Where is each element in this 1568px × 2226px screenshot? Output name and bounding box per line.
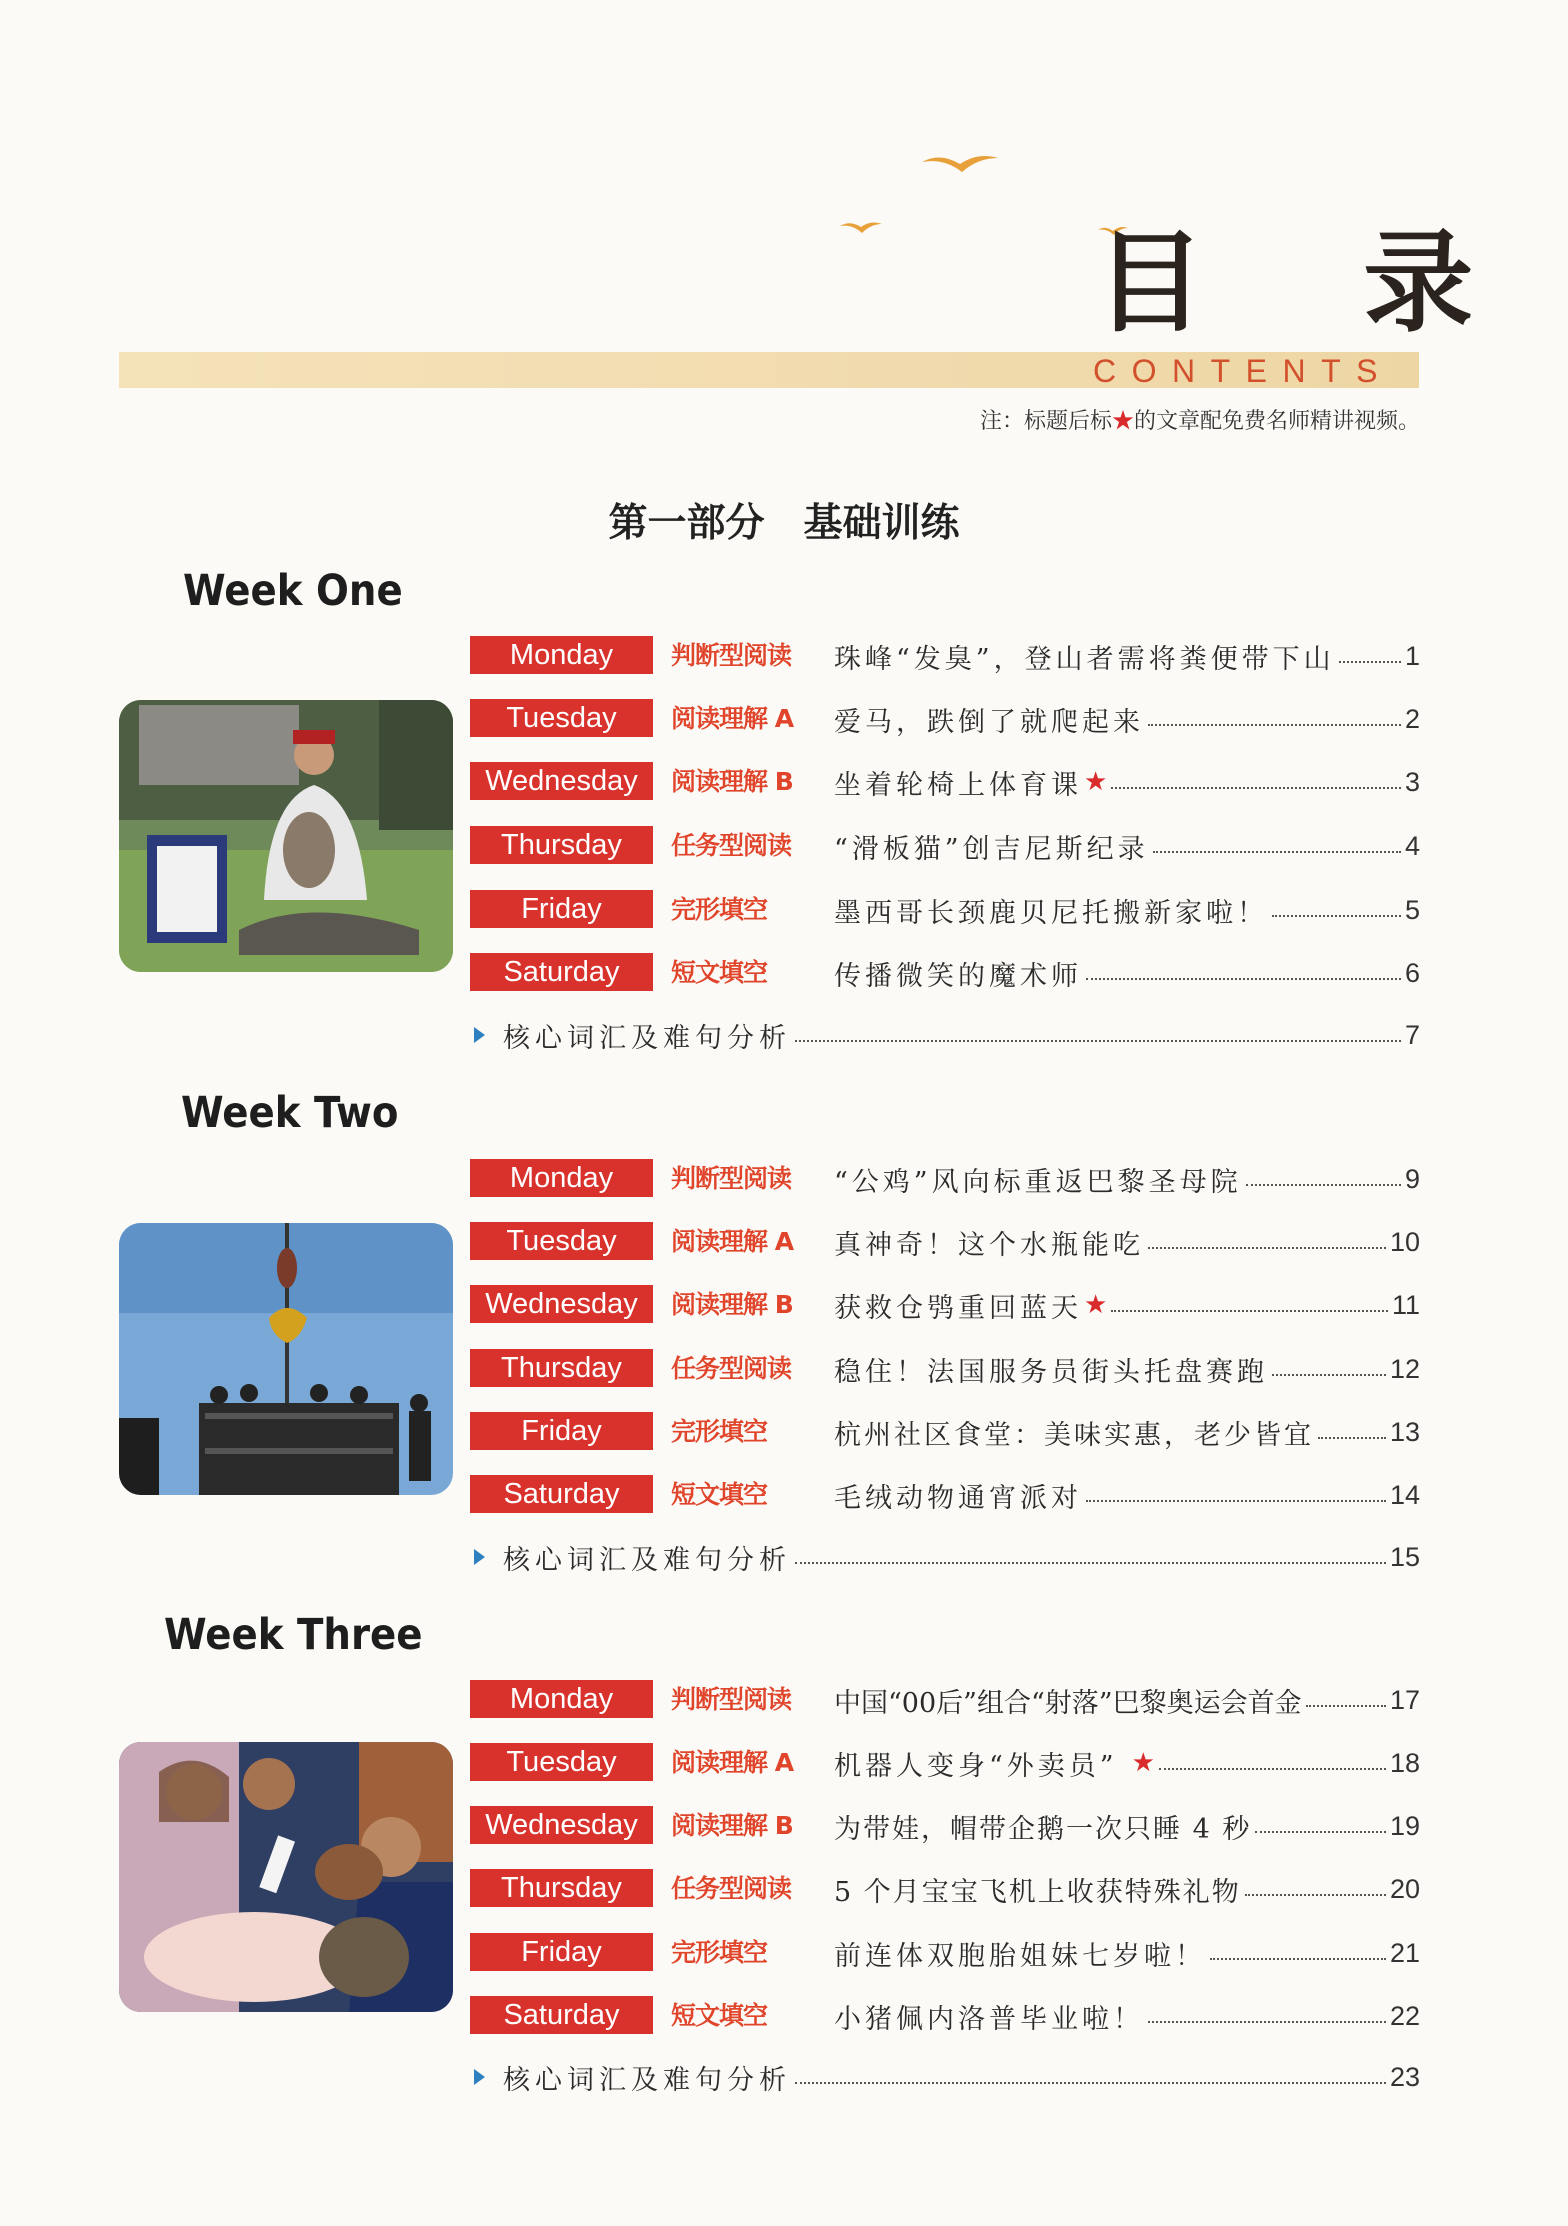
article-title: 小猪佩内洛普毕业啦！ — [834, 2003, 1144, 2035]
toc-row[interactable] — [470, 1931, 1420, 1975]
toc-row[interactable] — [470, 634, 1420, 678]
contents-subtitle: CONTENTS — [1093, 353, 1393, 389]
page-number: 13 — [1389, 1416, 1420, 1447]
toc-row[interactable] — [470, 1867, 1420, 1911]
leader-dots — [1153, 851, 1401, 853]
article-type: 阅读理解 B — [671, 1290, 793, 1319]
leader-dots — [1159, 1768, 1386, 1770]
day-label: Thursday — [470, 1869, 653, 1907]
leader-dots — [1318, 1437, 1386, 1439]
article-type: 判断型阅读 — [671, 1685, 792, 1714]
star-icon: ★ — [1111, 409, 1134, 434]
video-star-icon: ★ — [1084, 1290, 1108, 1320]
article-type: 短文填空 — [671, 958, 768, 987]
article-title: 5 个月宝宝飞机上收获特殊礼物 — [834, 1876, 1241, 1908]
vocab-row[interactable] — [470, 2055, 1420, 2099]
leader-dots — [1210, 1958, 1386, 1960]
article-title: 毛绒动物通宵派对 — [834, 1482, 1082, 1514]
day-label: Saturday — [470, 1996, 653, 2034]
leader-dots — [1111, 1310, 1388, 1312]
article-type: 阅读理解 A — [671, 704, 794, 733]
article-type: 短文填空 — [671, 2001, 768, 2030]
leader-dots — [1086, 978, 1401, 980]
rooster-weathervane-photo — [119, 1223, 453, 1495]
triangle-marker-icon — [474, 2069, 485, 2085]
page-number: 15 — [1389, 1541, 1420, 1572]
day-label: Wednesday — [470, 762, 653, 800]
day-label: Tuesday — [470, 1743, 653, 1781]
leader-dots — [1086, 1500, 1386, 1502]
page-number: 21 — [1389, 1937, 1420, 1968]
week-title: Week Two — [181, 1088, 399, 1138]
toc-row[interactable] — [470, 697, 1420, 741]
article-title: 中国“00后”组合“射落”巴黎奥运会首金 — [834, 1687, 1302, 1719]
article-title: 机器人变身“外卖员” — [834, 1750, 1118, 1782]
article-title: 坐着轮椅上体育课 — [834, 769, 1082, 801]
toc-row[interactable] — [470, 1994, 1420, 2038]
article-type: 短文填空 — [671, 1480, 768, 1509]
page-number: 1 — [1404, 640, 1420, 671]
page-number: 6 — [1404, 957, 1420, 988]
bird-decoration — [920, 148, 1000, 178]
leader-dots — [1246, 1184, 1401, 1186]
vocab-title: 核心词汇及难句分析 — [503, 1022, 791, 1054]
toc-row[interactable] — [470, 1157, 1420, 1201]
day-label: Tuesday — [470, 1222, 653, 1260]
leader-dots — [1148, 724, 1401, 726]
man-with-cat-photo — [119, 700, 453, 972]
page-number: 3 — [1404, 766, 1420, 797]
toc-row[interactable] — [470, 888, 1420, 932]
article-type: 完形填空 — [671, 1938, 768, 1967]
article-type: 阅读理解 B — [671, 767, 793, 796]
toc-row[interactable] — [470, 1678, 1420, 1722]
vocab-title: 核心词汇及难句分析 — [503, 2064, 791, 2096]
toc-row[interactable] — [470, 1283, 1420, 1327]
article-type: 完形填空 — [671, 895, 768, 924]
page-number: 23 — [1389, 2061, 1420, 2092]
page-number: 4 — [1404, 830, 1420, 861]
day-label: Saturday — [470, 1475, 653, 1513]
article-type: 阅读理解 B — [671, 1811, 793, 1840]
day-label: Wednesday — [470, 1806, 653, 1844]
article-type: 任务型阅读 — [671, 1354, 792, 1383]
day-label: Monday — [470, 1159, 653, 1197]
toc-row[interactable] — [470, 1473, 1420, 1517]
article-title: 稳住！法国服务员街头托盘赛跑 — [834, 1356, 1268, 1388]
article-title: 真神奇！这个水瓶能吃 — [834, 1229, 1144, 1261]
page-number: 2 — [1404, 703, 1420, 734]
toc-row[interactable] — [470, 1220, 1420, 1264]
day-label: Monday — [470, 1680, 653, 1718]
page-number: 12 — [1389, 1353, 1420, 1384]
page-number: 11 — [1391, 1289, 1420, 1320]
article-title: 珠峰“发臭”，登山者需将粪便带下山 — [834, 643, 1335, 675]
week-title: Week Three — [164, 1610, 423, 1660]
page-number: 10 — [1389, 1226, 1420, 1257]
day-label: Friday — [470, 1933, 653, 1971]
day-label: Tuesday — [470, 699, 653, 737]
article-title: 爱马，跌倒了就爬起来 — [834, 706, 1144, 738]
leader-dots — [1245, 1894, 1386, 1896]
video-note — [850, 404, 1420, 435]
vocab-title: 核心词汇及难句分析 — [503, 1544, 791, 1576]
triangle-marker-icon — [474, 1549, 485, 1565]
day-label: Thursday — [470, 826, 653, 864]
article-type: 判断型阅读 — [671, 1164, 792, 1193]
article-title: 传播微笑的魔术师 — [834, 960, 1082, 992]
page-number: 9 — [1404, 1163, 1420, 1194]
page-title: 目 录 — [1095, 219, 1534, 347]
day-label: Friday — [470, 1412, 653, 1450]
article-type: 任务型阅读 — [671, 1874, 792, 1903]
triangle-marker-icon — [474, 1027, 485, 1043]
article-title: 墨西哥长颈鹿贝尼托搬新家啦！ — [834, 897, 1268, 929]
toc-row[interactable] — [470, 760, 1420, 804]
article-type: 阅读理解 A — [671, 1748, 794, 1777]
vocab-row[interactable] — [470, 1013, 1420, 1057]
day-label: Wednesday — [470, 1285, 653, 1323]
article-title: 获救仓鸮重回蓝天 — [834, 1292, 1082, 1324]
page-number: 14 — [1389, 1479, 1420, 1510]
article-type: 任务型阅读 — [671, 831, 792, 860]
leader-dots — [1272, 1374, 1386, 1376]
toc-row[interactable] — [470, 951, 1420, 995]
toc-row[interactable] — [470, 1410, 1420, 1454]
leader-dots — [795, 1040, 1401, 1042]
day-label: Thursday — [470, 1349, 653, 1387]
article-title: 前连体双胞胎姐妹七岁啦！ — [834, 1940, 1206, 1972]
leader-dots — [1148, 2021, 1386, 2023]
day-label: Friday — [470, 890, 653, 928]
page-number: 7 — [1404, 1019, 1420, 1050]
leader-dots — [1111, 787, 1401, 789]
article-type: 完形填空 — [671, 1417, 768, 1446]
bird-decoration — [838, 218, 884, 236]
page-number: 19 — [1389, 1810, 1420, 1841]
video-star-icon: ★ — [1131, 1748, 1155, 1778]
part-title: 第一部分 基础训练 — [608, 501, 960, 546]
video-star-icon: ★ — [1084, 767, 1108, 797]
note-prefix: 注：标题后标 — [979, 409, 1112, 434]
leader-dots — [1339, 661, 1401, 663]
toc-row[interactable] — [470, 1741, 1420, 1785]
leader-dots — [795, 1562, 1386, 1564]
article-title: 杭州社区食堂：美味实惠，老少皆宜 — [834, 1419, 1314, 1451]
article-type: 阅读理解 A — [671, 1227, 794, 1256]
page-number: 20 — [1389, 1873, 1420, 1904]
page-number: 5 — [1404, 894, 1420, 925]
article-type: 判断型阅读 — [671, 641, 792, 670]
day-label: Monday — [470, 636, 653, 674]
page-number: 18 — [1389, 1747, 1420, 1778]
page-number: 22 — [1389, 2000, 1420, 2031]
article-title: 为带娃，帽带企鹅一次只睡 4 秒 — [834, 1813, 1252, 1845]
vocab-row[interactable] — [470, 1535, 1420, 1579]
children-feeding-piglet-photo — [119, 1742, 453, 2012]
page-number: 17 — [1389, 1684, 1420, 1715]
toc-row[interactable] — [470, 1804, 1420, 1848]
leader-dots — [1272, 915, 1401, 917]
leader-dots — [1148, 1247, 1386, 1249]
leader-dots — [1255, 1831, 1386, 1833]
article-title: “滑板猫”创吉尼斯纪录 — [834, 833, 1149, 865]
week-title: Week One — [183, 566, 403, 616]
toc-row[interactable] — [470, 824, 1420, 868]
day-label: Saturday — [470, 953, 653, 991]
leader-dots — [1306, 1705, 1386, 1707]
article-title: “公鸡”风向标重返巴黎圣母院 — [834, 1166, 1242, 1198]
toc-row[interactable] — [470, 1347, 1420, 1391]
note-suffix: 的文章配免费名师精讲视频。 — [1133, 409, 1420, 434]
leader-dots — [795, 2082, 1386, 2084]
